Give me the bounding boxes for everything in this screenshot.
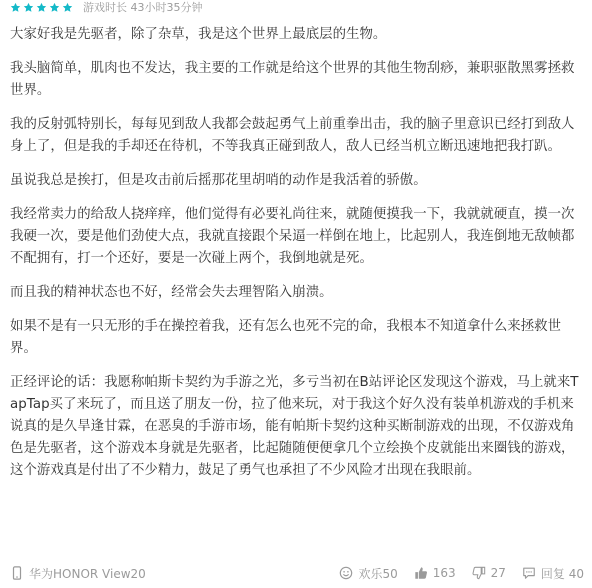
- thumbs-up-icon: [414, 566, 428, 580]
- review-paragraph: 我经常卖力的给敌人挠痒痒，他们觉得有必要礼尚往来，就随便摸我一下，我就就硬直，摸一次我硬一次，要是他们劲使大点，我就直接跟个呆逼一样倒在地上，比起别人，我连倒地无敌帧都不配拥有，打一个还好，要是一次碰上两个，我倒地就是死。: [10, 207, 575, 266]
- reply-count: 回复 40: [540, 566, 584, 581]
- like-count: 163: [432, 566, 456, 580]
- review-paragraph: 如果不是有一只无形的手在操控着我，还有怎么也死不完的命，我根本不知道拿什么来拯救世界。: [10, 319, 562, 356]
- fun-count: 欢乐50: [358, 566, 398, 581]
- review-paragraph: 我头脑简单，肌肉也不发达，我主要的工作就是给这个世界的其他生物刮痧，兼职驱散黑雾拯救世界。: [10, 61, 575, 98]
- review-paragraph: 正经评论的话：我愿称帕斯卡契约为手游之光，多亏当初在B站评论区发现这个游戏，马上就来TapTap买了来玩了，而且送了朋友一份，拉了他来玩，对于我这个好久没有装单机游戏的手机来说真的是久旱逢甘霖，在恶臭的手游市场，能有帕斯卡契约这种买断制游戏的出现，不仅游戏角色是先驱者，这个游戏本身就是先驱者，比起随随便便拿几个立绘换个皮就能出来圈钱的游戏，这个游戏真是付出了不少精力，鼓足了勇气也承担了不少风险才出现在我眼前。: [10, 375, 579, 478]
- device-info: [10, 565, 339, 582]
- review-body: [10, 24, 580, 494]
- phone-icon: [10, 566, 24, 580]
- review-paragraph: 虽说我总是挨打，但是攻击前后摇那花里胡哨的动作是我活着的骄傲。: [10, 173, 427, 188]
- fun-button[interactable]: [339, 565, 397, 582]
- review-paragraph: 我的反射弧特别长，每每见到敌人我都会鼓起勇气上前重拳出击，我的脑子里意识已经打到敌人身上了，但是我的手却还在待机，不等我真正碰到敌人，敌人已经当机立断迅速地把我打趴。: [10, 117, 575, 154]
- comment-icon: [522, 566, 536, 580]
- review-header: [10, 0, 203, 15]
- thumbs-down-icon: [472, 566, 486, 580]
- star-icon: [49, 2, 60, 13]
- star-rating: [10, 2, 73, 13]
- star-icon: [36, 2, 47, 13]
- dislike-count: 27: [490, 566, 506, 580]
- star-icon: [23, 2, 34, 13]
- smile-icon: [339, 566, 353, 580]
- review-paragraph: 大家好我是先驱者，除了杂草，我是这个世界上最底层的生物。: [10, 27, 387, 42]
- star-icon: [62, 2, 73, 13]
- star-icon: [10, 2, 21, 13]
- like-button[interactable]: [414, 566, 456, 580]
- review-footer: [10, 561, 584, 585]
- device-name: 华为HONOR View20: [29, 566, 146, 581]
- dislike-button[interactable]: [472, 566, 506, 580]
- playtime-label: 游戏时长 43小时35分钟: [83, 1, 203, 14]
- review-paragraph: 而且我的精神状态也不好，经常会失去理智陷入崩溃。: [10, 285, 333, 300]
- review-actions: [339, 565, 584, 582]
- reply-button[interactable]: [522, 565, 584, 582]
